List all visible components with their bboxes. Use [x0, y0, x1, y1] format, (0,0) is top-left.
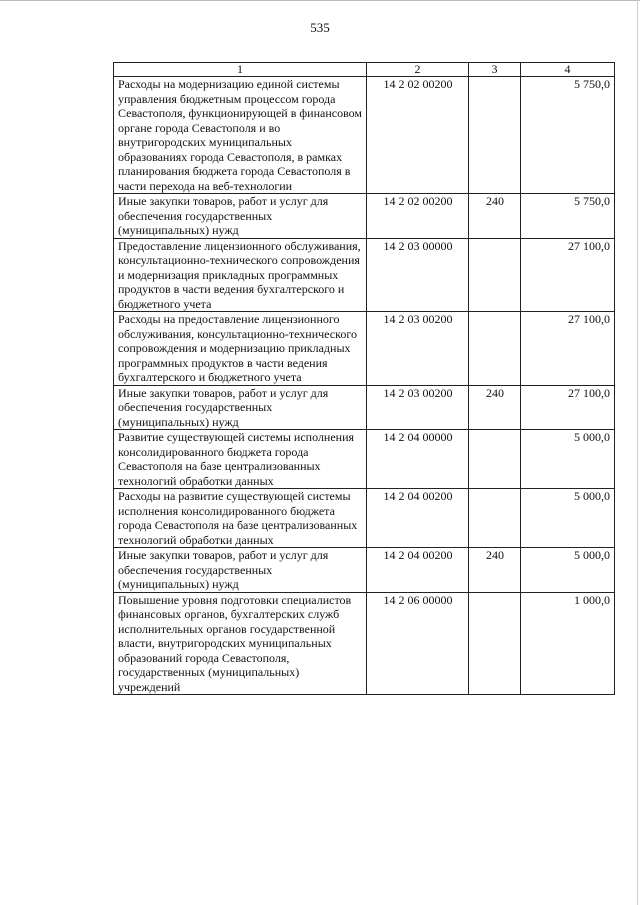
expense-type-code: 240 [469, 385, 521, 430]
target-article-code: 14 2 04 00200 [367, 489, 469, 548]
column-header: 4 [521, 63, 615, 77]
expense-type-code [469, 77, 521, 194]
column-header: 1 [114, 63, 367, 77]
expense-name: Развитие существующей системы исполнения консолидированного бюджета города Севастополя на базе централизованных технологий обработки данных [114, 430, 367, 489]
scan-edge-mark [0, 0, 640, 1]
expense-name: Расходы на модернизацию единой системы управления бюджетным процессом города Севастополя, функционирующей в финансовом органе города Севастополя и во внутригородских муниципальных образованиях города Севастополя, в рамках планирования бюджета города Севастополя в части перехода на веб-технологии [114, 77, 367, 194]
amount: 5 000,0 [521, 430, 615, 489]
target-article-code: 14 2 03 00200 [367, 312, 469, 386]
target-article-code: 14 2 02 00200 [367, 194, 469, 239]
expense-name: Расходы на развитие существующей системы исполнения консолидированного бюджета города Севастополя на базе централизованных технологий обработки данных [114, 489, 367, 548]
expense-type-code [469, 238, 521, 312]
page-number: 535 [310, 20, 330, 35]
expense-name: Иные закупки товаров, работ и услуг для обеспечения государственных (муниципальных) нужд [114, 548, 367, 593]
budget-table [113, 62, 615, 695]
amount: 27 100,0 [521, 385, 615, 430]
table-row [114, 238, 615, 312]
table-row [114, 548, 615, 593]
scan-edge-mark [637, 0, 638, 905]
amount: 5 000,0 [521, 489, 615, 548]
expense-type-code: 240 [469, 194, 521, 239]
expense-name: Иные закупки товаров, работ и услуг для обеспечения государственных (муниципальных) нужд [114, 194, 367, 239]
expense-name: Расходы на предоставление лицензионного обслуживания, консультационно-технического сопровождения и модернизацию прикладных программных продуктов в части ведения бухгалтерского и бюджетного учета [114, 312, 367, 386]
expense-type-code [469, 592, 521, 695]
target-article-code: 14 2 03 00200 [367, 385, 469, 430]
amount: 1 000,0 [521, 592, 615, 695]
target-article-code: 14 2 04 00000 [367, 430, 469, 489]
target-article-code: 14 2 04 00200 [367, 548, 469, 593]
table-header-row [114, 63, 615, 77]
table-row [114, 77, 615, 194]
target-article-code: 14 2 03 00000 [367, 238, 469, 312]
expense-type-code [469, 430, 521, 489]
table-row [114, 385, 615, 430]
amount: 27 100,0 [521, 238, 615, 312]
expense-name: Иные закупки товаров, работ и услуг для обеспечения государственных (муниципальных) нужд [114, 385, 367, 430]
target-article-code: 14 2 02 00200 [367, 77, 469, 194]
table-row [114, 489, 615, 548]
table-row [114, 430, 615, 489]
expense-type-code [469, 489, 521, 548]
expense-type-code [469, 312, 521, 386]
expense-name: Повышение уровня подготовки специалистов финансовых органов, бухгалтерских служб исполнительных органов государственной власти, внутригородских муниципальных образований города Севастополя, государственных (муниципальных) учреждений [114, 592, 367, 695]
expense-type-code: 240 [469, 548, 521, 593]
amount: 5 750,0 [521, 194, 615, 239]
table-row [114, 194, 615, 239]
table-row [114, 592, 615, 695]
amount: 27 100,0 [521, 312, 615, 386]
target-article-code: 14 2 06 00000 [367, 592, 469, 695]
amount: 5 750,0 [521, 77, 615, 194]
column-header: 2 [367, 63, 469, 77]
amount: 5 000,0 [521, 548, 615, 593]
column-header: 3 [469, 63, 521, 77]
expense-name: Предоставление лицензионного обслуживания, консультационно-технического сопровождения и модернизация прикладных программных продуктов в части ведения бухгалтерского и бюджетного учета [114, 238, 367, 312]
table-row [114, 312, 615, 386]
